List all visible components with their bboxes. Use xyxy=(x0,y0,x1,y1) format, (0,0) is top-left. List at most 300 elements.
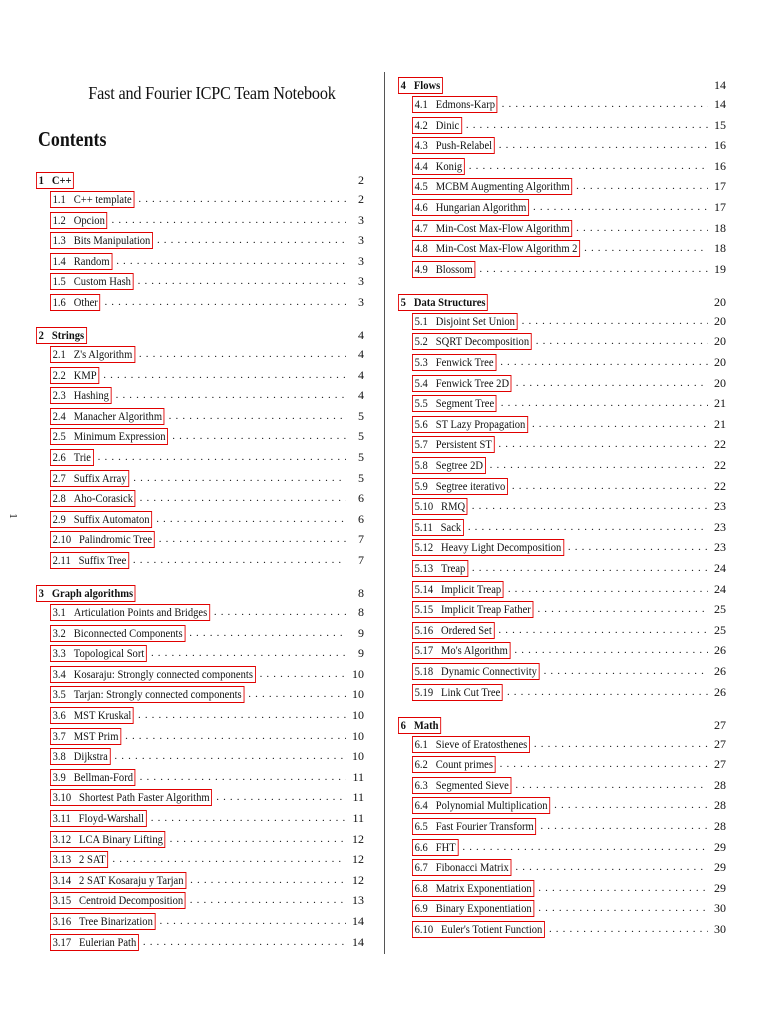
entry-number: 3.2 xyxy=(52,625,66,640)
entry-link[interactable] xyxy=(50,531,155,548)
entry-page-number: 20 xyxy=(714,375,726,390)
toc-entry-row xyxy=(398,734,738,755)
toc-entry-row xyxy=(36,550,376,571)
entry-number: 3.9 xyxy=(52,769,66,784)
entry-page-number: 28 xyxy=(714,819,726,833)
leader-dots xyxy=(507,682,708,703)
leader-dots xyxy=(498,620,708,641)
entry-link[interactable] xyxy=(50,707,134,724)
entry-link[interactable] xyxy=(412,333,532,350)
leader-dots xyxy=(536,331,708,352)
leader-dots xyxy=(169,406,346,427)
entry-link[interactable] xyxy=(50,892,186,909)
leader-dots xyxy=(498,434,708,455)
toc-entry-row xyxy=(398,373,738,394)
section-title: Math xyxy=(413,717,439,732)
entry-page-number: 3 xyxy=(358,233,364,248)
toc-entry-row xyxy=(36,808,376,829)
toc-entry-row xyxy=(398,898,738,919)
entry-link[interactable] xyxy=(412,436,494,453)
toc-entry-row xyxy=(36,468,376,489)
entry-link[interactable] xyxy=(50,387,112,404)
entry-number: 1.1 xyxy=(52,192,66,206)
entry-title: Hungarian Algorithm xyxy=(435,199,527,214)
entry-number: 3.5 xyxy=(52,687,66,702)
entry-link[interactable] xyxy=(412,642,510,659)
entry-number: 4.6 xyxy=(414,199,428,214)
toc-section xyxy=(398,77,738,279)
section-number: 4 xyxy=(400,78,406,92)
entry-number: 4.1 xyxy=(414,97,428,111)
entry-link[interactable] xyxy=(50,552,129,569)
entry-number: 6.5 xyxy=(414,819,428,833)
entry-page-number: 11 xyxy=(352,769,364,784)
entry-link[interactable] xyxy=(412,498,468,515)
entry-link[interactable] xyxy=(50,934,139,951)
entry-title: ST Lazy Propagation xyxy=(435,416,526,431)
toc-entry-row xyxy=(398,775,738,796)
toc-entry-row xyxy=(36,829,376,850)
entry-page-number: 20 xyxy=(714,334,726,349)
entry-title: Konig xyxy=(435,158,463,173)
section-title: Data Structures xyxy=(413,294,486,309)
toc-entry-row xyxy=(398,878,738,899)
toc-entry-row xyxy=(398,156,738,177)
entry-page-number: 4 xyxy=(358,388,364,403)
entry-title: Kosaraju: Strongly connected components xyxy=(73,666,253,681)
entry-number: 4.3 xyxy=(414,138,428,153)
leader-dots xyxy=(568,537,708,558)
entry-page-number: 13 xyxy=(352,893,364,908)
leader-dots xyxy=(512,476,708,497)
toc-entry-row xyxy=(398,919,738,940)
entry-number: 3.6 xyxy=(52,708,66,723)
leader-dots xyxy=(549,919,708,940)
entry-title: Suffix Array xyxy=(73,470,127,485)
entry-title: Implicit Treap Father xyxy=(441,602,531,617)
entry-number: 5.1 xyxy=(414,313,428,328)
entry-title: Minimum Expression xyxy=(73,429,166,444)
section-number: 2 xyxy=(38,328,44,343)
toc-entry-row xyxy=(398,311,738,332)
toc-entry-row xyxy=(398,599,738,620)
entry-number: 4.5 xyxy=(414,179,428,194)
leader-dots xyxy=(151,808,346,829)
entry-number: 2.9 xyxy=(52,511,66,526)
entry-link[interactable] xyxy=(412,178,572,195)
entry-link[interactable] xyxy=(50,625,185,642)
entry-page-number: 22 xyxy=(714,458,726,472)
entry-title: Manacher Algorithm xyxy=(73,408,163,423)
toc-entry-row xyxy=(36,602,376,623)
entry-title: Fibonacci Matrix xyxy=(435,860,509,875)
entry-link[interactable] xyxy=(412,736,530,753)
entry-page-number: 10 xyxy=(352,708,364,723)
entry-title: Segmented Sieve xyxy=(435,777,509,792)
section-link[interactable] xyxy=(398,77,443,94)
entry-page-number: 28 xyxy=(714,798,726,813)
entry-link[interactable] xyxy=(50,294,100,311)
entry-page-number: 20 xyxy=(714,313,726,328)
entry-link[interactable] xyxy=(412,859,511,876)
entry-page-number: 3 xyxy=(358,294,364,309)
toc-entry-row xyxy=(36,385,376,406)
entry-number: 2.2 xyxy=(52,367,66,382)
section-page-number: 4 xyxy=(358,328,364,343)
entry-number: 3.1 xyxy=(52,605,66,620)
contents-heading: Contents xyxy=(38,127,107,151)
entry-link[interactable] xyxy=(412,375,512,392)
toc-entry-row xyxy=(398,620,738,641)
entry-page-number: 29 xyxy=(714,880,726,895)
entry-page-number: 26 xyxy=(714,684,726,699)
leader-dots xyxy=(537,599,708,620)
entry-link[interactable] xyxy=(412,622,494,639)
section-link[interactable] xyxy=(36,327,87,344)
entry-number: 5.12 xyxy=(414,540,434,555)
toc-entry-row xyxy=(398,754,738,775)
leader-dots xyxy=(214,602,346,623)
entry-title: Dijkstra xyxy=(73,749,108,764)
leader-dots xyxy=(140,488,346,509)
toc-left-column xyxy=(36,172,376,967)
entry-number: 3.3 xyxy=(52,646,66,661)
entry-link[interactable] xyxy=(412,839,458,856)
entry-link[interactable] xyxy=(50,872,186,889)
section-number: 1 xyxy=(38,173,44,187)
entry-page-number: 18 xyxy=(714,220,726,235)
entry-page-number: 19 xyxy=(714,261,726,276)
entry-title: Euler's Totient Function xyxy=(441,921,543,936)
entry-link[interactable] xyxy=(412,539,564,556)
entry-page-number: 12 xyxy=(352,872,364,887)
entry-number: 1.3 xyxy=(52,233,66,248)
toc-entry-row xyxy=(36,271,376,292)
entry-page-number: 25 xyxy=(714,602,726,617)
entry-link[interactable] xyxy=(50,810,147,827)
entry-link[interactable] xyxy=(50,666,256,683)
entry-page-number: 23 xyxy=(714,540,726,555)
entry-link[interactable] xyxy=(412,96,498,113)
entry-link[interactable] xyxy=(50,367,99,384)
leader-dots xyxy=(159,529,346,550)
entry-title: Push-Relabel xyxy=(435,138,493,153)
toc-entry-row xyxy=(398,837,738,858)
entry-link[interactable] xyxy=(412,797,550,814)
entry-title: FHT xyxy=(435,839,456,854)
entry-title: Topological Sort xyxy=(73,646,145,661)
toc-entry-row xyxy=(36,870,376,891)
entry-link[interactable] xyxy=(412,199,529,216)
entry-link[interactable] xyxy=(412,457,486,474)
toc-entry-row xyxy=(398,259,738,280)
toc-entry-row xyxy=(36,767,376,788)
entry-link[interactable] xyxy=(412,581,504,598)
entry-link[interactable] xyxy=(50,253,112,270)
entry-title: Eulerian Path xyxy=(79,934,137,949)
entry-page-number: 26 xyxy=(714,663,726,678)
leader-dots xyxy=(114,746,346,767)
leader-dots xyxy=(260,664,346,685)
entry-number: 5.7 xyxy=(414,437,428,452)
toc-entry-row xyxy=(398,94,738,115)
toc-entry-row xyxy=(36,705,376,726)
entry-link[interactable] xyxy=(412,261,475,278)
entry-number: 5.5 xyxy=(414,396,428,411)
entry-link[interactable] xyxy=(412,220,572,237)
entry-page-number: 10 xyxy=(352,728,364,743)
entry-number: 5.10 xyxy=(414,499,434,514)
entry-link[interactable] xyxy=(412,663,540,680)
entry-page-number: 17 xyxy=(714,179,726,194)
entry-page-number: 3 xyxy=(358,253,364,268)
leader-dots xyxy=(538,898,708,919)
entry-page-number: 15 xyxy=(714,117,726,132)
entry-number: 6.6 xyxy=(414,839,428,854)
entry-page-number: 3 xyxy=(358,274,364,289)
toc-entry-row xyxy=(36,210,376,231)
entry-title: Sieve of Eratosthenes xyxy=(435,736,528,751)
entry-link[interactable] xyxy=(412,478,508,495)
toc-entry-row xyxy=(398,682,738,703)
entry-number: 6.9 xyxy=(414,901,428,916)
entry-link[interactable] xyxy=(412,416,528,433)
entry-link[interactable] xyxy=(50,831,166,848)
entry-title: Bits Manipulation xyxy=(73,233,151,248)
entry-link[interactable] xyxy=(50,769,136,786)
entry-link[interactable] xyxy=(50,728,121,745)
entry-link[interactable] xyxy=(412,395,497,412)
toc-entry-row xyxy=(398,115,738,136)
leader-dots xyxy=(170,829,346,850)
entry-number: 3.8 xyxy=(52,749,66,764)
entry-page-number: 28 xyxy=(714,777,726,792)
entry-link[interactable] xyxy=(50,748,110,765)
entry-title: Suffix Automaton xyxy=(73,511,150,526)
section-link[interactable] xyxy=(398,717,441,734)
entry-link[interactable] xyxy=(50,191,134,208)
entry-link[interactable] xyxy=(412,354,496,371)
entry-number: 3.12 xyxy=(52,831,72,846)
leader-dots xyxy=(538,878,708,899)
section-page-number: 27 xyxy=(714,717,726,732)
section-title: Graph algorithms xyxy=(51,586,134,601)
entry-link[interactable] xyxy=(412,756,496,773)
entry-title: Biconnected Components xyxy=(73,625,183,640)
leader-dots xyxy=(514,640,708,661)
entry-number: 5.18 xyxy=(414,663,434,678)
entry-number: 3.15 xyxy=(52,893,72,908)
entry-link[interactable] xyxy=(412,921,545,938)
entry-link[interactable] xyxy=(50,449,94,466)
entry-link[interactable] xyxy=(50,511,152,528)
entry-link[interactable] xyxy=(50,212,107,229)
entry-link[interactable] xyxy=(50,232,153,249)
entry-page-number: 22 xyxy=(714,437,726,452)
toc-entry-row xyxy=(36,932,376,953)
entry-page-number: 11 xyxy=(352,790,364,805)
leader-dots xyxy=(151,643,346,664)
entry-number: 2.4 xyxy=(52,408,66,423)
entry-title: Z's Algorithm xyxy=(73,347,133,362)
leader-dots xyxy=(522,311,708,332)
toc-right-column xyxy=(398,77,738,954)
entry-link[interactable] xyxy=(50,913,155,930)
entry-title: Polynomial Multiplication xyxy=(435,798,548,813)
entry-link[interactable] xyxy=(50,408,165,425)
leader-dots xyxy=(468,517,708,538)
entry-page-number: 23 xyxy=(714,519,726,534)
entry-number: 3.14 xyxy=(52,872,72,887)
toc-entry-row xyxy=(398,135,738,156)
entry-link[interactable] xyxy=(412,117,462,134)
entry-page-number: 5 xyxy=(358,408,364,423)
leader-dots xyxy=(125,726,346,747)
toc-entry-row xyxy=(36,509,376,530)
entry-page-number: 21 xyxy=(714,396,726,411)
leader-dots xyxy=(540,816,708,837)
entry-title: Opcion xyxy=(73,212,105,227)
leader-dots xyxy=(143,932,346,953)
column-divider xyxy=(384,72,385,954)
entry-link[interactable] xyxy=(412,601,533,618)
section-link[interactable] xyxy=(398,294,488,311)
document-title: Fast and Fourier ICPC Team Notebook xyxy=(88,83,336,103)
entry-page-number: 8 xyxy=(358,605,364,620)
leader-dots xyxy=(576,176,708,197)
entry-number: 2.5 xyxy=(52,429,66,444)
leader-dots xyxy=(248,684,346,705)
entry-page-number: 27 xyxy=(714,757,726,772)
leader-dots xyxy=(111,210,346,231)
entry-link[interactable] xyxy=(412,137,495,154)
section-link[interactable] xyxy=(36,585,136,602)
entry-link[interactable] xyxy=(50,470,129,487)
leader-dots xyxy=(133,468,346,489)
toc-entry-row xyxy=(398,197,738,218)
entry-link[interactable] xyxy=(50,686,244,703)
entry-number: 2.7 xyxy=(52,470,66,485)
entry-title: Dynamic Connectivity xyxy=(441,663,537,678)
leader-dots xyxy=(508,579,708,600)
section-link[interactable] xyxy=(36,172,74,189)
entry-title: Hashing xyxy=(73,388,109,403)
entry-title: C++ template xyxy=(73,192,132,206)
entry-link[interactable] xyxy=(412,900,534,917)
entry-title: Edmons-Karp xyxy=(435,97,496,111)
entry-title: Implicit Treap xyxy=(441,581,502,596)
entry-link[interactable] xyxy=(50,789,212,806)
entry-link[interactable] xyxy=(50,645,147,662)
entry-page-number: 9 xyxy=(358,646,364,661)
entry-link[interactable] xyxy=(412,519,464,536)
entry-page-number: 30 xyxy=(714,901,726,916)
entry-title: RMQ xyxy=(441,499,466,514)
toc-entry-row xyxy=(36,849,376,870)
toc-entry-row xyxy=(36,664,376,685)
entry-link[interactable] xyxy=(412,560,468,577)
entry-page-number: 12 xyxy=(352,852,364,867)
leader-dots xyxy=(544,661,708,682)
entry-title: Trie xyxy=(73,450,91,465)
toc-entry-row xyxy=(36,230,376,251)
entry-link[interactable] xyxy=(50,273,134,290)
section-title: Flows xyxy=(413,78,441,92)
leader-dots xyxy=(466,115,708,136)
toc-entry-row xyxy=(398,176,738,197)
section-number: 6 xyxy=(400,717,406,732)
entry-title: Matrix Exponentiation xyxy=(435,880,532,895)
entry-page-number: 22 xyxy=(714,478,726,493)
entry-number: 6.10 xyxy=(414,921,434,936)
entry-number: 1.5 xyxy=(52,274,66,289)
leader-dots xyxy=(104,292,346,313)
entry-number: 2.1 xyxy=(52,347,66,362)
entry-link[interactable] xyxy=(50,346,135,363)
section-number: 3 xyxy=(38,586,44,601)
leader-dots xyxy=(554,795,708,816)
leader-dots xyxy=(516,373,708,394)
toc-entry-row xyxy=(398,476,738,497)
entry-link[interactable] xyxy=(50,490,136,507)
entry-link[interactable] xyxy=(412,818,536,835)
entry-title: MST Kruskal xyxy=(73,708,132,723)
entry-link[interactable] xyxy=(412,240,580,257)
entry-title: Heavy Light Decomposition xyxy=(441,540,562,555)
entry-link[interactable] xyxy=(50,851,108,868)
entry-title: KMP xyxy=(73,367,97,382)
toc-section-row xyxy=(398,77,738,94)
entry-page-number: 25 xyxy=(714,622,726,637)
entry-title: MCBM Augmenting Algorithm xyxy=(435,179,570,194)
entry-link[interactable] xyxy=(412,684,503,701)
leader-dots xyxy=(576,218,708,239)
entry-number: 3.11 xyxy=(52,811,71,826)
entry-page-number: 14 xyxy=(714,97,726,111)
toc-entry-row xyxy=(398,238,738,259)
entry-page-number: 26 xyxy=(714,643,726,658)
toc-section-row xyxy=(36,172,376,189)
toc-section xyxy=(398,294,738,702)
entry-link[interactable] xyxy=(412,313,518,330)
entry-number: 3.17 xyxy=(52,934,72,949)
entry-page-number: 7 xyxy=(358,532,364,547)
toc-entry-row xyxy=(36,189,376,210)
entry-link[interactable] xyxy=(50,604,210,621)
entry-link[interactable] xyxy=(412,777,511,794)
entry-number: 5.11 xyxy=(414,519,433,534)
leader-dots xyxy=(501,393,708,414)
entry-number: 5.14 xyxy=(414,581,434,596)
leader-dots xyxy=(499,135,708,156)
entry-link[interactable] xyxy=(412,880,534,897)
entry-page-number: 30 xyxy=(714,921,726,936)
entry-page-number: 23 xyxy=(714,499,726,514)
leader-dots xyxy=(103,365,346,386)
leader-dots xyxy=(532,414,708,435)
toc-entry-row xyxy=(36,447,376,468)
entry-title: Persistent ST xyxy=(435,437,492,452)
entry-link[interactable] xyxy=(412,158,465,175)
leader-dots xyxy=(116,385,346,406)
leader-dots xyxy=(472,496,708,517)
entry-link[interactable] xyxy=(50,428,168,445)
entry-page-number: 27 xyxy=(714,736,726,751)
entry-number: 6.7 xyxy=(414,860,428,875)
entry-number: 4.9 xyxy=(414,261,428,276)
toc-entry-row xyxy=(36,726,376,747)
entry-page-number: 5 xyxy=(358,470,364,485)
